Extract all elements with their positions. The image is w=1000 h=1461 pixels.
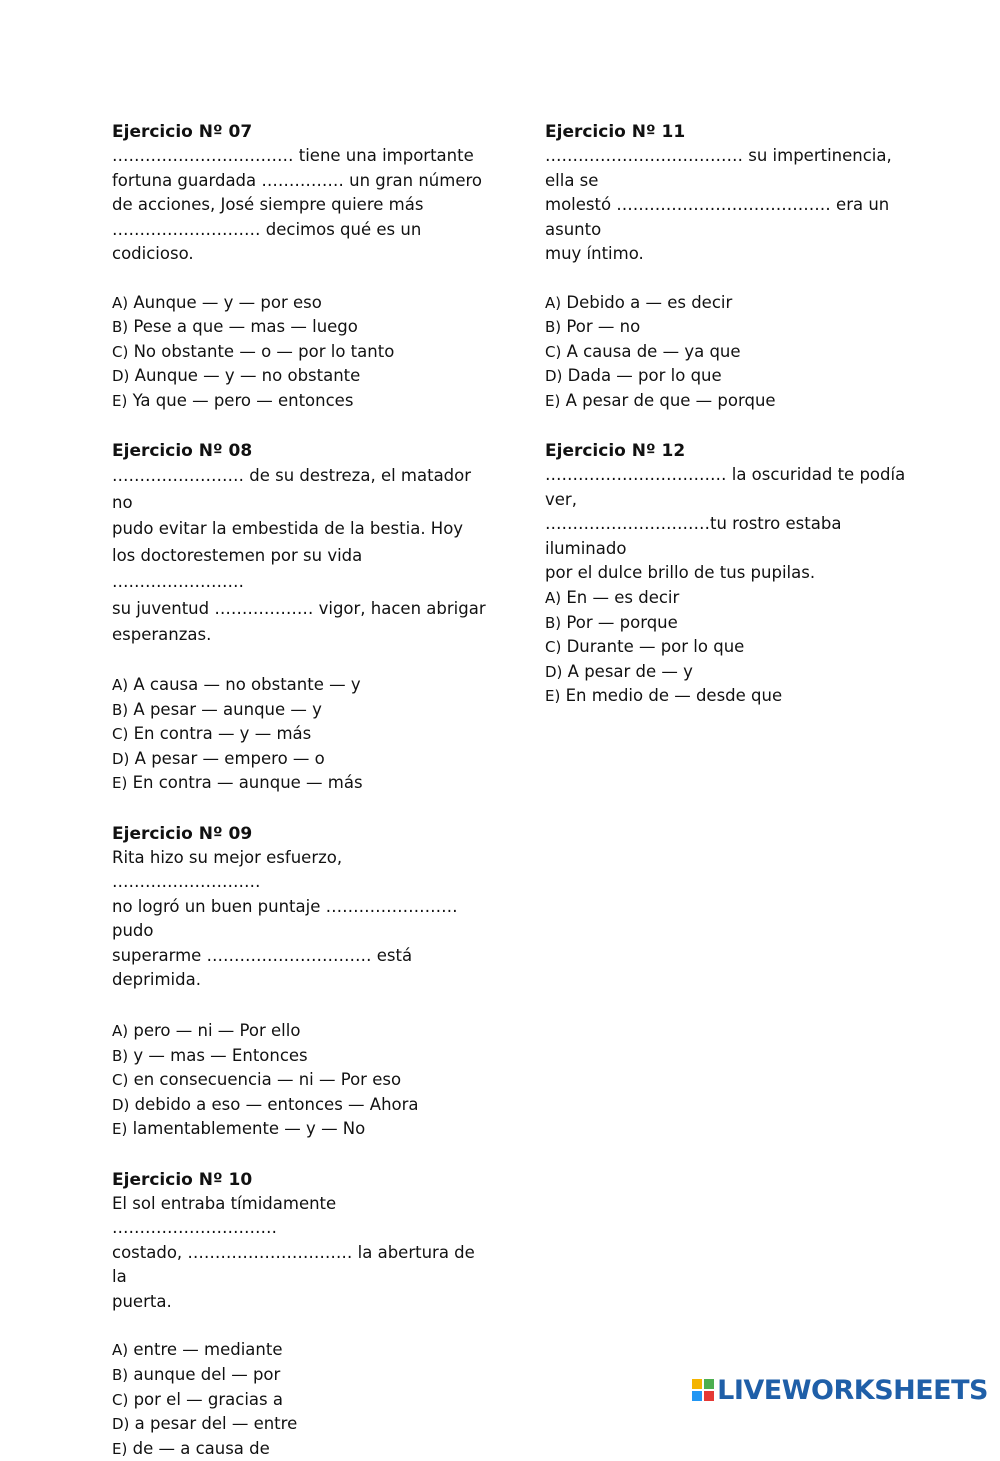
exercise-10 bbox=[112, 1168, 492, 1461]
option-b[interactable]: B) y — mas — Entonces bbox=[112, 1045, 308, 1065]
option-e[interactable]: E) A pesar de que — porque bbox=[545, 390, 776, 410]
exercise-title: Ejercicio Nº 10 bbox=[112, 1169, 253, 1190]
exercise-stem bbox=[112, 144, 492, 267]
stem-line: muy íntimo. bbox=[545, 244, 644, 263]
exercise-title: Ejercicio Nº 11 bbox=[545, 122, 686, 142]
stem-line: superarme ………………………… está deprimida. bbox=[112, 945, 413, 990]
option-b[interactable]: B) Por — no bbox=[545, 317, 641, 337]
logo-mark-icon bbox=[692, 1379, 714, 1401]
stem-line: …………………………… la oscuridad te podía ver, bbox=[545, 465, 906, 509]
option-b[interactable]: B) aunque del — por bbox=[112, 1365, 281, 1384]
stem-line: fortuna guardada …………… un gran número bbox=[112, 170, 483, 190]
stem-line: su juventud ……………… vigor, hacen abrigar bbox=[112, 598, 486, 618]
exercise-12 bbox=[545, 439, 925, 708]
exercise-title: Ejercicio Nº 08 bbox=[112, 441, 253, 462]
option-a[interactable]: A) En — es decir bbox=[545, 587, 680, 607]
option-a[interactable]: A) Debido a — es decir bbox=[545, 292, 733, 312]
option-d[interactable]: D) a pesar del — entre bbox=[112, 1414, 298, 1434]
liveworksheets-logo bbox=[692, 1375, 988, 1405]
option-c[interactable]: C) Durante — por lo que bbox=[545, 637, 745, 657]
stem-line: pudo evitar la embestida de la bestia. Hoy bbox=[112, 519, 464, 539]
exercise-title: Ejercicio Nº 07 bbox=[112, 122, 253, 142]
exercise-stem bbox=[545, 463, 925, 586]
option-d[interactable]: D) A pesar — empero — o bbox=[112, 748, 325, 768]
stem-line: …………………………tu rostro estaba iluminado bbox=[545, 514, 842, 558]
option-d[interactable]: D) Dada — por lo que bbox=[545, 366, 722, 386]
right-column bbox=[545, 120, 925, 709]
stem-line: …………………… de su destreza, el matador no bbox=[112, 466, 472, 512]
option-a[interactable]: A) pero — ni — Por ello bbox=[112, 1020, 301, 1040]
option-c[interactable]: C) A causa de — ya que bbox=[545, 341, 741, 361]
logo-text: LIVEWORKSHEETS bbox=[717, 1374, 988, 1406]
stem-line: molestó ………………………………… era un asunto bbox=[545, 195, 890, 239]
stem-line: no logró un buen puntaje …………………… pudo bbox=[112, 896, 458, 941]
option-e[interactable]: E) lamentablemente — y — No bbox=[112, 1119, 366, 1139]
option-b[interactable]: B) Por — porque bbox=[545, 612, 678, 632]
option-list bbox=[112, 1338, 492, 1461]
option-e[interactable]: E) En contra — aunque — más bbox=[112, 773, 363, 793]
option-e[interactable]: E) Ya que — pero — entonces bbox=[112, 390, 354, 410]
option-a[interactable]: A) A causa — no obstante — y bbox=[112, 674, 361, 694]
exercise-stem bbox=[112, 1192, 492, 1315]
option-b[interactable]: B) Pese a que — mas — luego bbox=[112, 317, 358, 337]
option-list bbox=[545, 291, 925, 414]
option-c[interactable]: C) No obstante — o — por lo tanto bbox=[112, 341, 395, 361]
stem-line: de acciones, José siempre quiere más bbox=[112, 195, 424, 214]
option-c[interactable]: C) en consecuencia — ni — Por eso bbox=[112, 1070, 402, 1090]
stem-line: por el dulce brillo de tus pupilas. bbox=[545, 563, 816, 583]
option-list bbox=[112, 673, 492, 796]
option-c[interactable]: C) En contra — y — más bbox=[112, 724, 312, 744]
left-column bbox=[112, 120, 492, 1461]
exercise-09 bbox=[112, 822, 492, 1142]
exercise-08 bbox=[112, 439, 492, 795]
exercise-stem bbox=[545, 144, 925, 267]
stem-line: costado, ………………………… la abertura de la bbox=[112, 1242, 475, 1287]
option-e[interactable]: E) de — a causa de bbox=[112, 1438, 270, 1458]
option-c[interactable]: C) por el — gracias a bbox=[112, 1389, 283, 1409]
stem-line: puerta. bbox=[112, 1291, 172, 1311]
exercise-stem bbox=[112, 463, 492, 649]
option-d[interactable]: D) debido a eso — entonces — Ahora bbox=[112, 1094, 419, 1114]
exercise-11 bbox=[545, 120, 925, 413]
option-d[interactable]: D) A pesar de — y bbox=[545, 661, 693, 681]
stem-line: los doctorestemen por su vida …………………… bbox=[112, 545, 363, 592]
exercise-stem bbox=[112, 846, 492, 993]
option-a[interactable]: A) Aunque — y — por eso bbox=[112, 292, 322, 312]
option-b[interactable]: B) A pesar — aunque — y bbox=[112, 699, 322, 719]
option-a[interactable]: A) entre — mediante bbox=[112, 1340, 283, 1360]
stem-line: El sol entraba tímidamente ………………………… bbox=[112, 1193, 337, 1238]
option-e[interactable]: E) En medio de — desde que bbox=[545, 686, 783, 706]
option-list bbox=[112, 1019, 492, 1142]
stem-line: …………………………… tiene una importante bbox=[112, 146, 474, 165]
exercise-title: Ejercicio Nº 12 bbox=[545, 441, 686, 462]
option-list bbox=[545, 586, 925, 709]
stem-line: ……………………………… su impertinencia, ella se bbox=[545, 146, 892, 190]
option-d[interactable]: D) Aunque — y — no obstante bbox=[112, 366, 361, 386]
stem-line: ……………………… decimos qué es un codicioso. bbox=[112, 219, 422, 263]
stem-line: Rita hizo su mejor esfuerzo, ……………………… bbox=[112, 847, 343, 892]
exercise-07 bbox=[112, 120, 492, 413]
exercise-title: Ejercicio Nº 09 bbox=[112, 823, 253, 844]
option-list bbox=[112, 291, 492, 414]
stem-line: esperanzas. bbox=[112, 625, 212, 645]
